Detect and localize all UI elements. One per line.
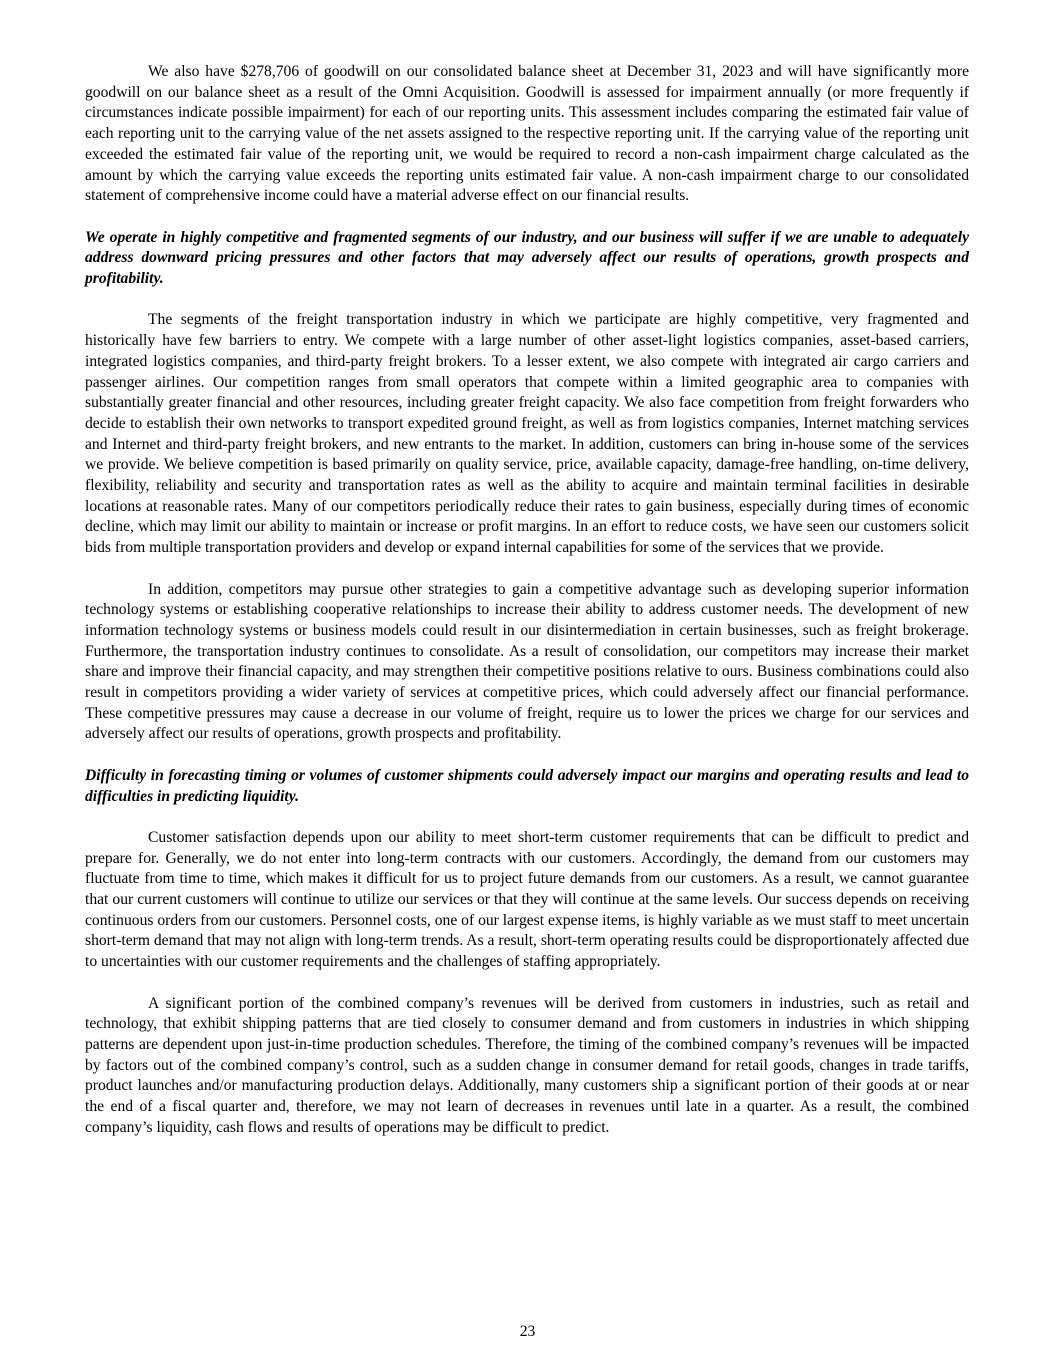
- paragraph-customer-satisfaction: Customer satisfaction depends upon our ability to meet short-term customer requirements that can be difficult to predict and prepare for. Generally, we do not enter into long-term contracts with our customers. Accordingly, the demand from our customers may fluctuate from time to time, which makes it difficult for us to project future demands from our customers. As a result, we cannot guarantee that our current customers will continue to utilize our services or that they will continue at the same levels. Our success depends on receiving continuous orders from our customers. Personnel costs, one of our largest expense items, is highly variable as we must staff to meet uncertain short-term demand that may not align with long-term trends. As a result, short-term operating results could be disproportionately affected due to uncertainties with our customer requirements and the challenges of staffing appropriately.: [85, 828, 969, 971]
- paragraph-competitor-strategies: In addition, competitors may pursue other strategies to gain a competitive advantage such as developing superior information technology systems or establishing cooperative relationships to increase their ability to address customer needs. The development of new information technology systems or business models could result in our disintermediation in certain businesses, such as freight brokerage. Furthermore, the transportation industry continues to consolidate. As a result of consolidation, our competitors may increase their market share and improve their financial capacity, and may strengthen their competitive positions relative to ours. Business combinations could also result in competitors providing a wider variety of services at competitive prices, which could adversely affect our financial performance. These competitive pressures may cause a decrease in our volume of freight, require us to lower the prices we charge for our services and adversely affect our results of operations, growth prospects and profitability.: [85, 580, 969, 743]
- document-page: [85, 62, 969, 1138]
- heading-forecasting: Difficulty in forecasting timing or volumes of customer shipments could adversely impact our margins and operating results and lead to difficulties in predicting liquidity.: [85, 766, 969, 805]
- paragraph-competition: The segments of the freight transportation industry in which we participate are highly competitive, very fragmented and historically have few barriers to entry. We compete with a large number of other asset-light logistics companies, asset-based carriers, integrated logistics companies, and third-party freight brokers. To a lesser extent, we also compete with integrated air cargo carriers and passenger airlines. Our competition ranges from small operators that compete within a limited geographic area to companies with substantially greater financial and other resources, including greater freight capacity. We also face competition from freight forwarders who decide to establish their own networks to transport expedited ground freight, as well as from logistics companies, Internet matching services and Internet and third-party freight brokers, and new entrants to the market. In addition, customers can bring in-house some of the services we provide. We believe competition is based primarily on quality service, price, available capacity, damage-free handling, on-time delivery, flexibility, reliability and security and transportation rates as well as the ability to acquire and maintain terminal facilities in desirable locations at reasonable rates. Many of our competitors periodically reduce their rates to gain business, especially during times of economic decline, which may limit our ability to maintain or increase or profit margins. In an effort to reduce costs, we have seen our customers solicit bids from multiple transportation providers and develop or expand internal capabilities for some of the services that we provide.: [85, 311, 969, 557]
- paragraph-revenue-timing: A significant portion of the combined company’s revenues will be derived from customers in industries, such as retail and technology, that exhibit shipping patterns that are tied closely to consumer demand and from customers in industries in which shipping patterns are dependent upon just-in-time production schedules. Therefore, the timing of the combined company’s revenues will be impacted by factors out of the combined company’s control, such as a sudden change in consumer demand for retail goods, changes in trade tariffs, product launches and/or manufacturing production delays. Additionally, many customers ship a significant portion of their goods at or near the end of a fiscal quarter and, therefore, we may not learn of decreases in revenues until late in a quarter. As a result, the combined company’s liquidity, cash flows and results of operations may be difficult to predict.: [85, 994, 969, 1136]
- paragraph-goodwill: We also have $278,706 of goodwill on our consolidated balance sheet at December 31, 2023 and will have significantly more goodwill on our balance sheet as a result of the Omni Acquisition. Goodwill is assessed for impairment annually (or more frequently if circumstances indicate possible impairment) for each of our reporting units. This assessment includes comparing the estimated fair value of each reporting unit to the carrying value of the net assets assigned to the respective reporting unit. If the carrying value of the reporting unit exceeded the estimated fair value of the reporting unit, we would be required to record a non-cash impairment charge calculated as the amount by which the carrying value exceeds the reporting units estimated fair value. A non-cash impairment charge to our consolidated statement of comprehensive income could have a material adverse effect on our financial results.: [85, 63, 969, 205]
- heading-competition: We operate in highly competitive and fragmented segments of our industry, and our business will suffer if we are unable to adequately address downward pricing pressures and other factors that may adversely affect our results of operations, growth prospects and profitability.: [85, 228, 969, 288]
- page-number: 23: [519, 1323, 536, 1340]
